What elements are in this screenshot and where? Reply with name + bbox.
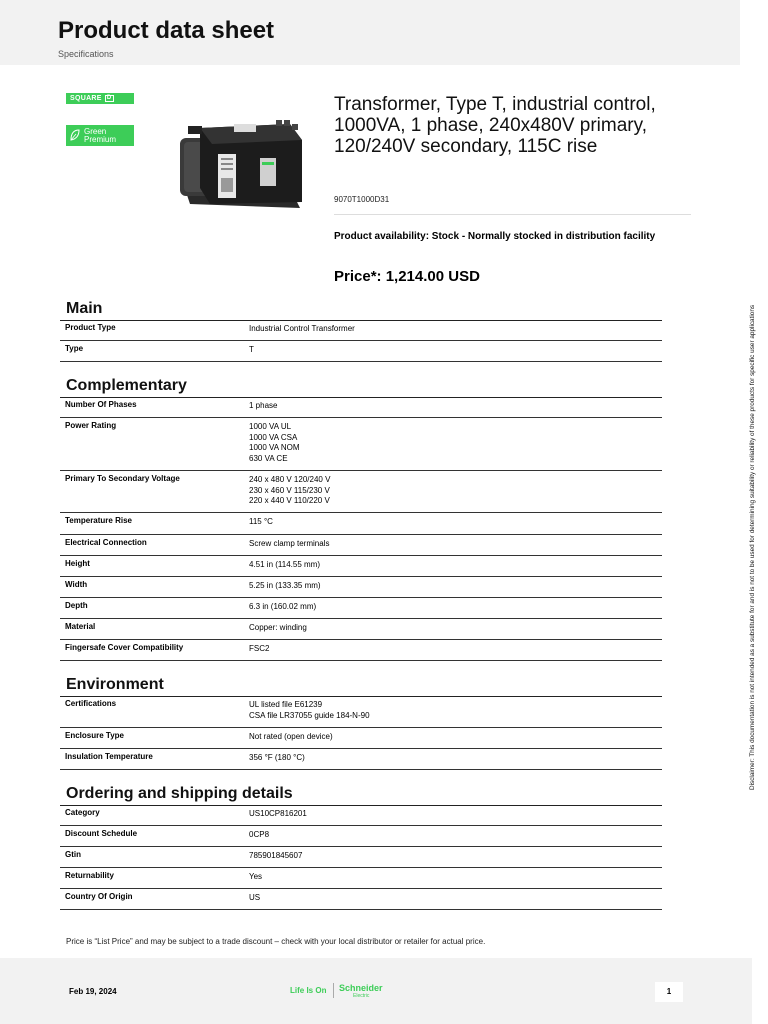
spec-label: Discount Schedule [65,829,138,838]
spec-row [60,640,662,661]
spec-label: Insulation Temperature [65,752,153,761]
spec-row [60,749,662,770]
schneider-logo-text: Schneider [339,983,383,993]
spec-row [60,397,662,418]
spec-label: Category [65,808,100,817]
spec-label: Gtin [65,850,81,859]
spec-value: Not rated (open device) [249,732,333,741]
spec-row [60,577,662,598]
spec-label: Certifications [65,699,117,708]
leaf-icon [70,129,80,141]
square-d-logo-text: SQUARE [70,95,102,102]
section-title-main: Main [66,300,103,317]
product-availability: Product availability: Stock - Normally stocked in distribution facility [334,231,656,242]
spec-value: Yes [249,872,263,881]
spec-value: Screw clamp terminals [249,539,330,548]
spec-value: 5.25 in (133.35 mm) [249,581,321,590]
spec-row [60,728,662,749]
electric-logo-text: Electric [353,993,370,999]
spec-label: Type [65,344,84,353]
spec-label: Returnability [65,871,114,880]
product-reference: 9070T1000D31 [334,195,390,204]
spec-value: US [249,893,261,902]
spec-row [60,826,662,847]
spec-row [60,696,662,728]
disclaimer [740,304,764,790]
life-is-on-logo: Life Is On [290,986,327,995]
spec-label: Temperature Rise [65,516,132,525]
spec-row [60,619,662,640]
section-title-ordering: Ordering and shipping details [66,785,293,802]
disclaimer-text: Disclaimer: This documentation is not intended as a substitute for and is not to be used for determining suitability or reliability of these products for specific user applications [749,304,756,790]
price-footnote: Price is “List Price” and may be subject to a trade discount – check with your local distributor or retailer for actual price. [66,937,486,946]
divider [334,214,691,215]
footer-date: Feb 19, 2024 [69,987,117,996]
spec-label: Primary To Secondary Voltage [65,474,180,483]
spec-row [60,889,662,910]
footer-divider [333,983,334,998]
spec-row [60,418,662,471]
spec-label: Material [65,622,96,631]
spec-value: FSC2 [249,644,270,653]
spec-value: 0CP8 [249,830,270,839]
spec-value: Industrial Control Transformer [249,324,355,333]
page-title: Product data sheet [58,17,275,44]
section-title-environment: Environment [66,676,164,693]
spec-row [60,535,662,556]
spec-label: Power Rating [65,421,117,430]
spec-row [60,471,662,513]
schneider-electric-logo [339,984,383,1000]
spec-value: 115 °C [249,517,273,526]
spec-value: 1 phase [249,401,278,410]
spec-label: Number Of Phases [65,400,137,409]
square-d-logo [66,93,134,104]
spec-value: 240 x 480 V 120/240 V 230 x 460 V 115/230 V 220 x 440 V 110/220 V [249,475,331,505]
spec-label: Fingersafe Cover Compatibility [65,643,184,652]
page-footer [0,958,752,1024]
spec-value: 6.3 in (160.02 mm) [249,602,317,611]
spec-row [60,341,662,362]
spec-row [60,805,662,826]
product-price: Price*: 1,214.00 USD [334,268,480,285]
spec-label: Electrical Connection [65,538,147,547]
spec-value: Copper: winding [249,623,307,632]
spec-row [60,598,662,619]
page-number: 1 [655,982,683,1002]
green-premium-logo [66,125,134,146]
green-premium-line2: Premium [84,135,117,144]
spec-value: 356 °F (180 °C) [249,753,305,762]
spec-value: UL listed file E61239 CSA file LR37055 guide 184-N-90 [249,700,370,720]
spec-row [60,868,662,889]
square-d-logo-box: D [105,95,114,102]
spec-row [60,847,662,868]
spec-label: Country Of Origin [65,892,133,901]
page-subtitle: Specifications [58,49,114,59]
green-premium-line1: Green [84,127,107,136]
spec-label: Width [65,580,88,589]
page-header [0,0,740,65]
product-title: Transformer, Type T, industrial control, 1000VA, 1 phase, 240x480V primary, 120/240V secondary, 115C rise [334,94,656,157]
section-title-complementary: Complementary [66,377,187,394]
spec-label: Depth [65,601,88,610]
product-image [170,118,310,214]
spec-row [60,320,662,341]
spec-label: Product Type [65,323,116,332]
spec-value: 785901845607 [249,851,303,860]
spec-value: T [249,345,254,354]
spec-row [60,556,662,577]
spec-label: Enclosure Type [65,731,124,740]
spec-row [60,513,662,535]
spec-value: US10CP816201 [249,809,307,818]
spec-value: 4.51 in (114.55 mm) [249,560,320,569]
spec-value: 1000 VA UL 1000 VA CSA 1000 VA NOM 630 VA CE [249,422,300,463]
spec-label: Height [65,559,90,568]
